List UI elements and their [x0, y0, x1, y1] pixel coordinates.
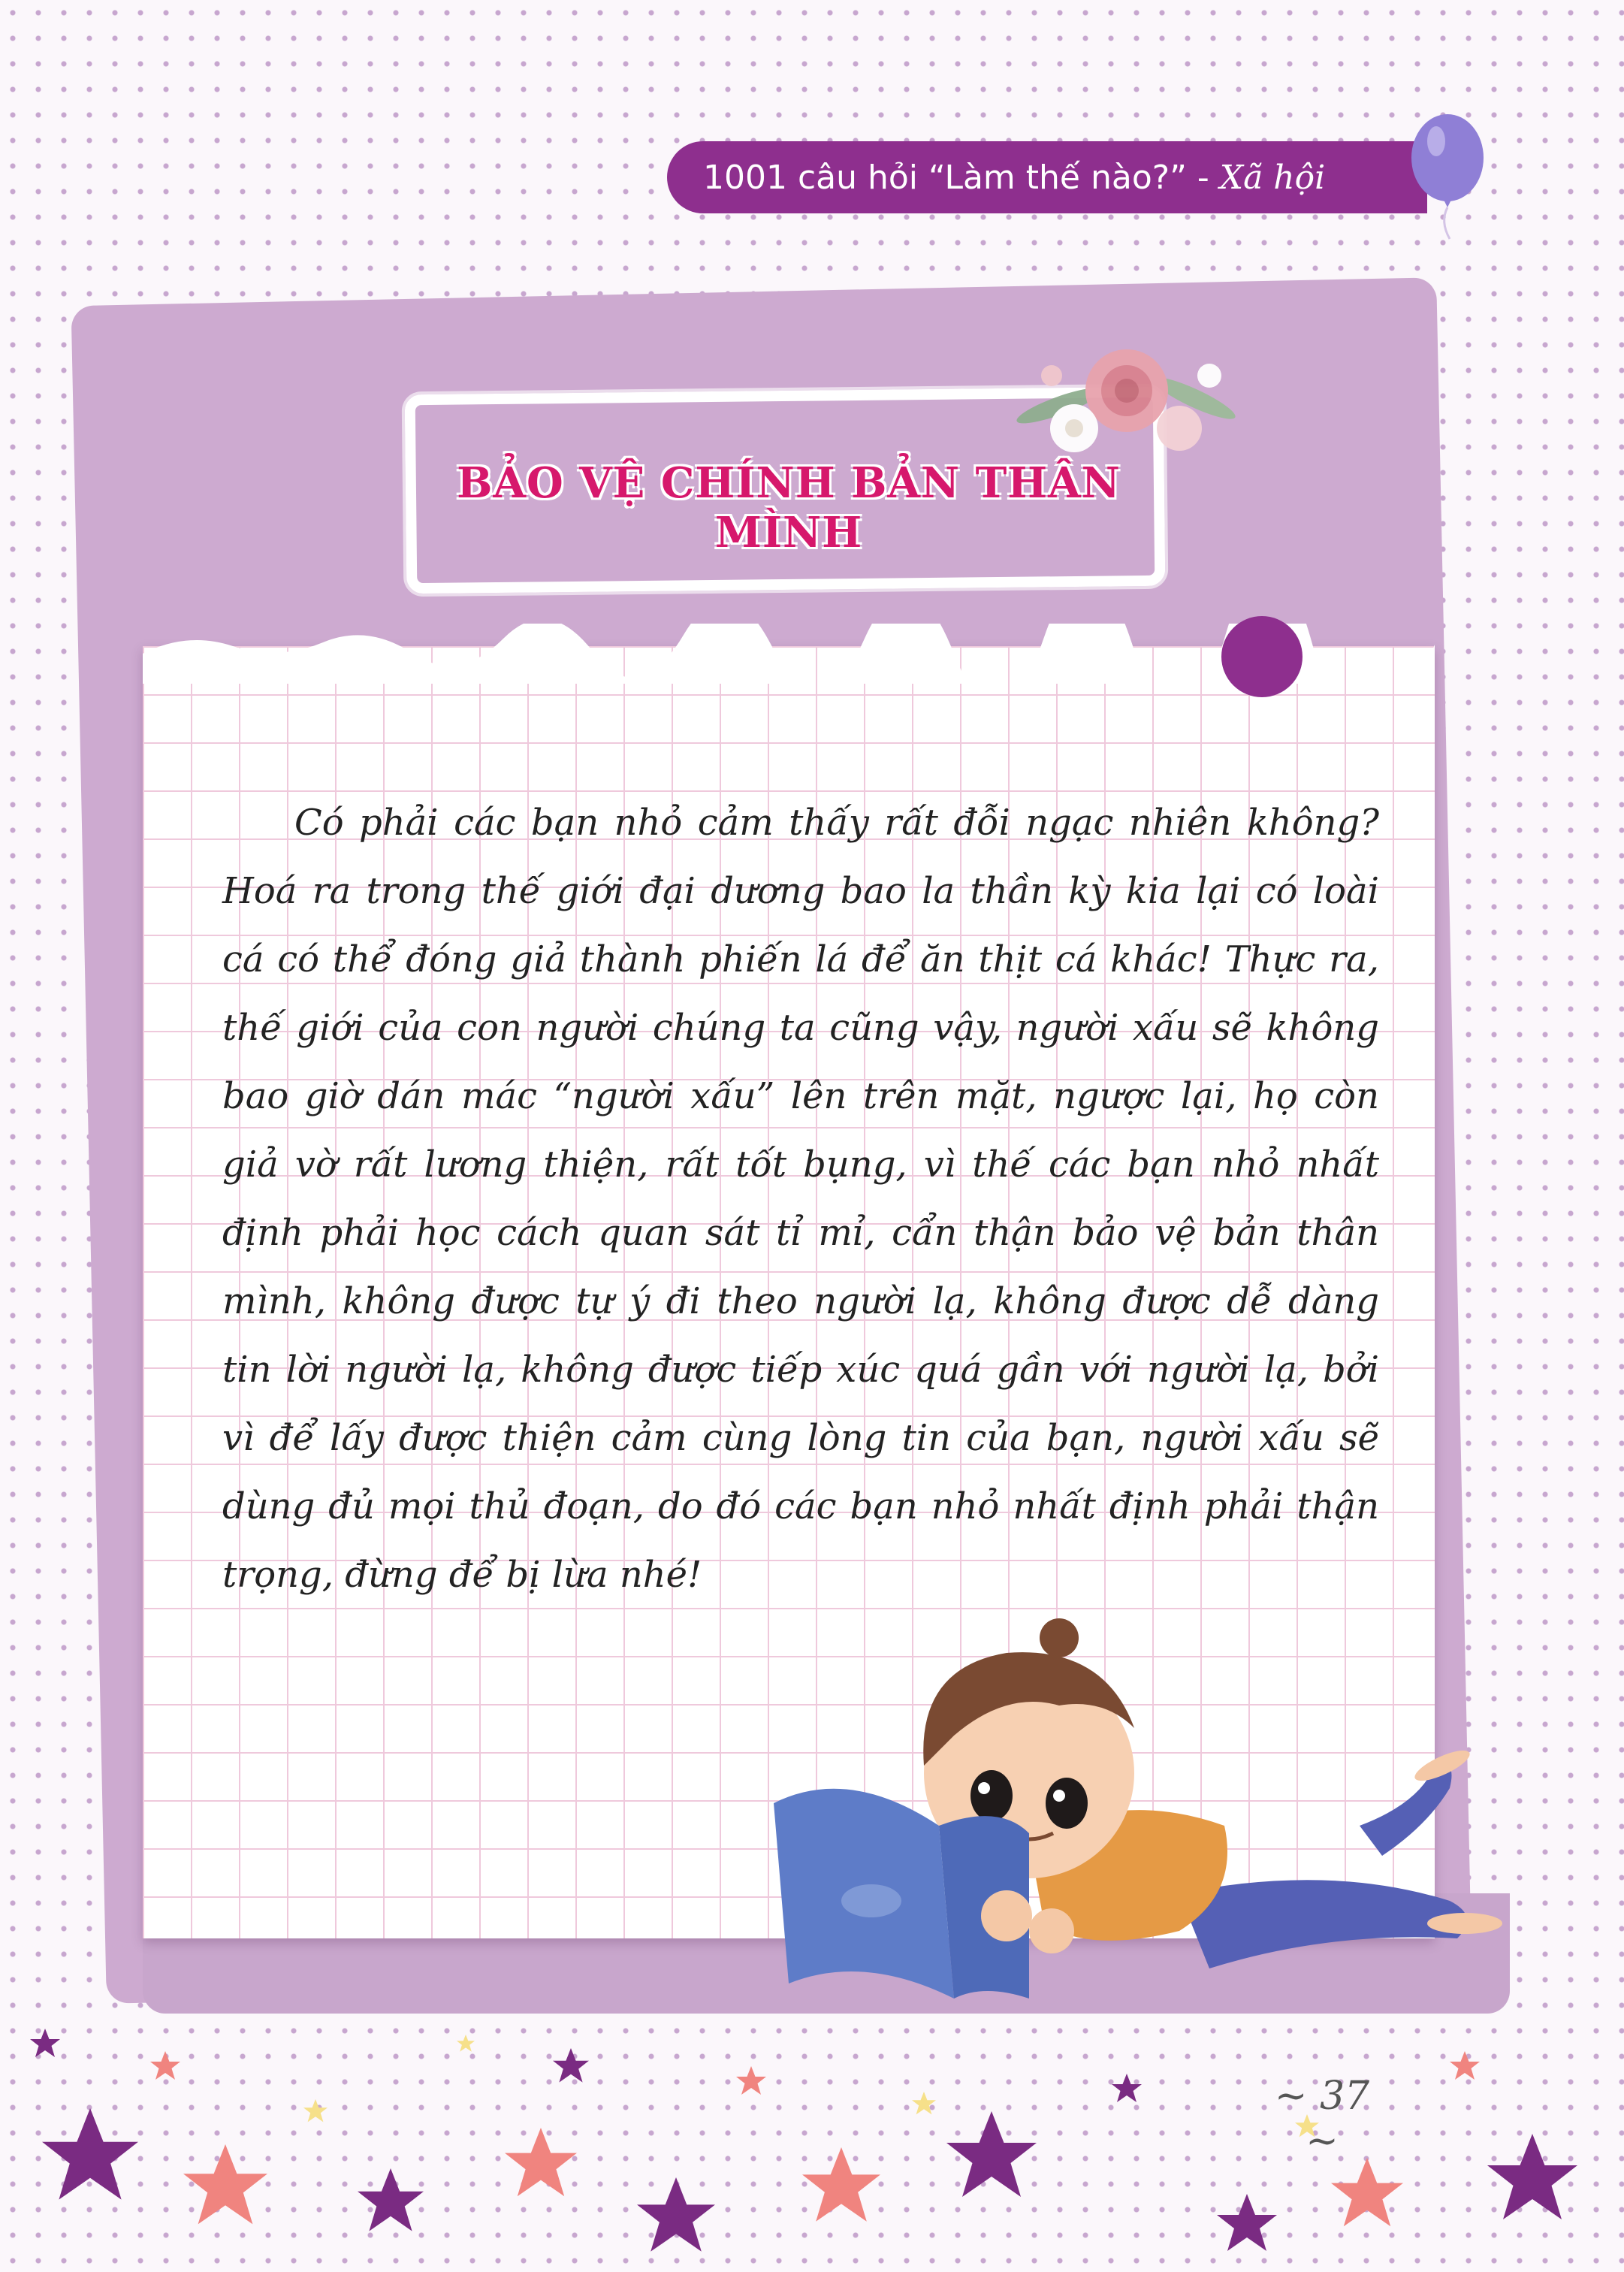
header-banner: [667, 141, 1427, 213]
page-number: ~ 37 ~: [1274, 2074, 1370, 2164]
balloon-icon: [1406, 113, 1489, 240]
boy-reading-illustration: [759, 1578, 1562, 2059]
pin-dot: [1221, 616, 1303, 697]
body-paragraph: Có phải các bạn nhỏ cảm thấy rất đỗi ngạc nhiên không? Hoá ra trong thế giới đại dương bao la thần kỳ kia lại có loài cá có thể đóng giả thành phiến lá để ăn thịt cá khác! Thực ra, thế giới của con người chúng ta cũng vậy, người xấu sẽ không bao giờ dán mác “người xấu” lên trên mặt, ngược lại, họ còn giả vờ rất lương thiện, rất tốt bụng, vì thế các bạn nhỏ nhất định phải học cách quan sát tỉ mỉ, cẩn thận bảo vệ bản thân mình, không được tự ý đi theo người lạ, không được dễ dàng tin lời người lạ, không được tiếp xúc quá gần với người lạ, bởi vì để lấy được thiện cảm cùng lòng tin của bạn, người xấu sẽ dùng đủ mọi thủ đoạn, do đó các bạn nhỏ nhất định phải thận trọng, đừng để bị lừa nhé!: [222, 802, 1379, 1596]
page-title: BẢO VỆ CHÍNH BẢN THÂN MÌNH: [457, 458, 1121, 557]
book-category: Xã hội: [1219, 158, 1326, 197]
book-title: 1001 câu hỏi “Làm thế nào?” -: [703, 158, 1209, 197]
flower-bouquet-icon: [1007, 316, 1247, 466]
